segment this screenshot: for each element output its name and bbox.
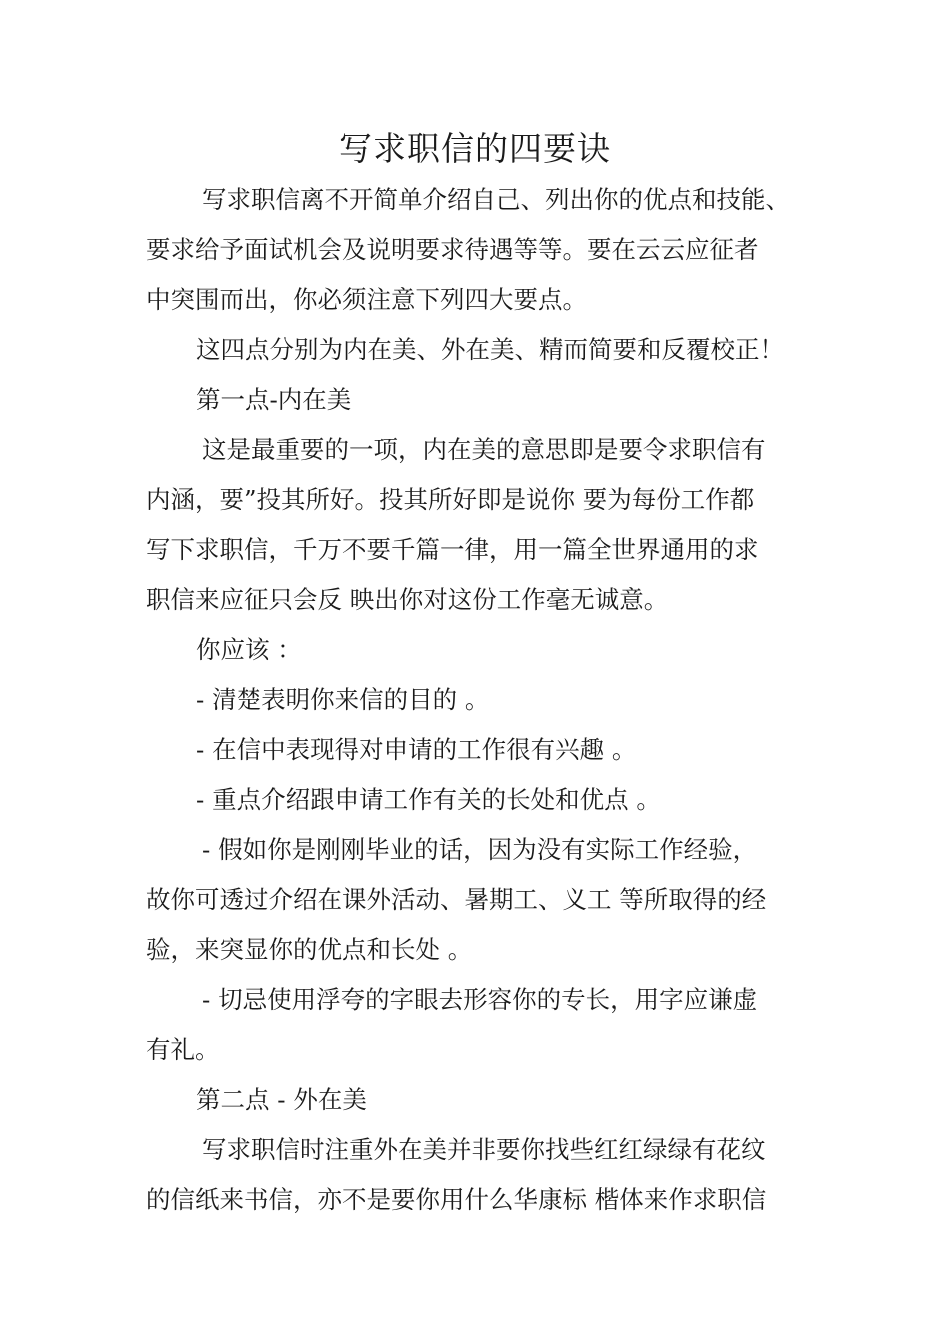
text-line: - 假如你是刚刚毕业的话，因为没有实际工作经验， [202,835,758,864]
document-body [146,175,808,1225]
document-title: 写求职信的四要诀 [339,129,611,168]
paragraph-inner-beauty [146,425,808,625]
text-line: 中突围而出，你必须注意下列四大要点。 [146,285,587,314]
section-heading-2 [146,1075,808,1125]
text-line: 这四点分别为内在美、外在美、精而简要和反覆校正！ [196,335,784,364]
text-line: - 重点介绍跟申请工作有关的长处和优点 。 [196,785,661,814]
list-item [146,675,808,725]
text-line: 故你可透过介绍在课外活动、暑期工、义工 等所取得的经 [146,885,767,914]
list-item [146,775,808,825]
paragraph-intro [146,175,808,325]
text-line: 职信来应征只会反 映出你对这份工作毫无诚意。 [146,585,669,614]
paragraph-summary [146,325,808,375]
text-line: 写下求职信，千万不要千篇一律，用一篇全世界通用的求 [146,535,759,564]
section-heading-1 [146,375,808,425]
text-line: 你应该 ： [196,635,302,664]
text-line: 的信纸来书信，亦不是要你用什么华康标 楷体来作求职信 [146,1185,767,1214]
text-line: 第一点-内在美 [196,385,352,414]
text-line: - 切忌使用浮夸的字眼去形容你的专长，用字应谦虚 [202,985,758,1014]
paragraph-you-should [146,625,808,675]
text-line: 写求职信时注重外在美并非要你找些红红绿绿有花纹 [202,1135,766,1164]
paragraph-outer-beauty [146,1125,808,1225]
list-item [146,975,808,1075]
text-line: 验，来突显你的优点和长处 。 [146,935,473,964]
text-line: 内涵，要”投其所好。投其所好即是说你 要为每份工作都 [146,485,755,514]
list-item [146,725,808,775]
text-line: 有礼。 [146,1035,220,1064]
text-line: - 在信中表现得对申请的工作很有兴趣 。 [196,735,637,764]
text-line: 要求给予面试机会及说明要求待遇等等。要在云云应征者 [146,235,759,264]
list-item [146,825,808,975]
text-line: - 清楚表明你来信的目的 。 [196,685,490,714]
text-line: 第二点 - 外在美 [196,1085,367,1114]
text-line: 写求职信离不开简单介绍自己、列出你的优点和技能、 [202,185,790,214]
text-line: 这是最重要的一项，内在美的意思即是要令求职信有 [202,435,766,464]
